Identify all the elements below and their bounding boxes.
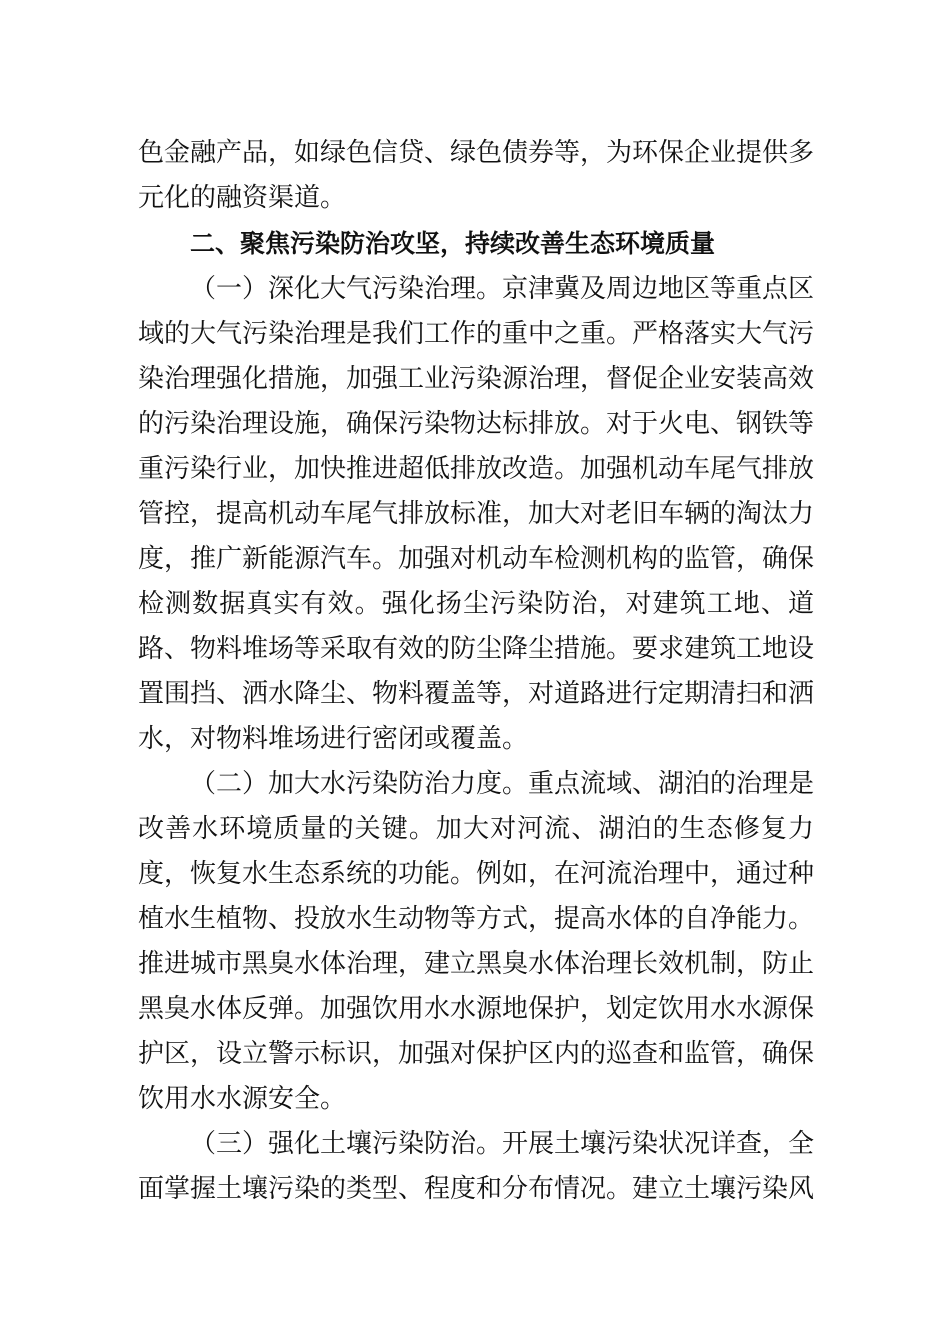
text-line: 域的大气污染治理是我们工作的重中之重。严格落实大气污 (138, 319, 815, 349)
text-line: 植水生植物、投放水生动物等方式，提高水体的自净能力。 (138, 904, 815, 934)
text-line: 饮用水水源安全。 (138, 1084, 347, 1114)
text-line: 路、物料堆场等采取有效的防尘降尘措施。要求建筑工地设 (138, 634, 815, 664)
text-line: 黑臭水体反弹。加强饮用水水源地保护，划定饮用水水源保 (138, 994, 815, 1024)
text-line: 水，对物料堆场进行密闭或覆盖。 (138, 724, 529, 754)
paragraph-first-line: （二）加大水污染防治力度。重点流域、湖泊的治理是 (190, 769, 815, 799)
text-line: 的污染治理设施，确保污染物达标排放。对于火电、钢铁等 (138, 409, 815, 439)
paragraph-first-line: （一）深化大气污染治理。京津冀及周边地区等重点区 (190, 274, 815, 304)
text-line: 染治理强化措施，加强工业污染源治理，督促企业安装高效 (138, 364, 815, 394)
text-line: 度，恢复水生态系统的功能。例如，在河流治理中，通过种 (138, 859, 815, 889)
text-line: 检测数据真实有效。强化扬尘污染防治，对建筑工地、道 (138, 589, 814, 619)
text-line: 改善水环境质量的关键。加大对河流、湖泊的生态修复力 (138, 814, 814, 844)
text-line: 度，推广新能源汽车。加强对机动车检测机构的监管，确保 (138, 544, 815, 574)
paragraph-first-line: （三）强化土壤污染防治。开展土壤污染状况详查，全 (190, 1129, 815, 1159)
text-line: 面掌握土壤污染的类型、程度和分布情况。建立土壤污染风 (138, 1174, 815, 1204)
text-line: 管控，提高机动车尾气排放标准，加大对老旧车辆的淘汰力 (138, 499, 815, 529)
section-heading: 二、聚焦污染防治攻坚，持续改善生态环境质量 (190, 229, 716, 258)
text-line: 护区，设立警示标识，加强对保护区内的巡查和监管，确保 (138, 1039, 815, 1069)
text-line: 置围挡、洒水降尘、物料覆盖等，对道路进行定期清扫和洒 (138, 679, 815, 709)
text-line: 重污染行业，加快推进超低排放改造。加强机动车尾气排放 (138, 454, 815, 484)
text-line: 元化的融资渠道。 (138, 183, 347, 213)
text-line: 推进城市黑臭水体治理，建立黑臭水体治理长效机制，防止 (138, 949, 815, 979)
text-line: 色金融产品，如绿色信贷、绿色债券等，为环保企业提供多 (138, 138, 815, 168)
